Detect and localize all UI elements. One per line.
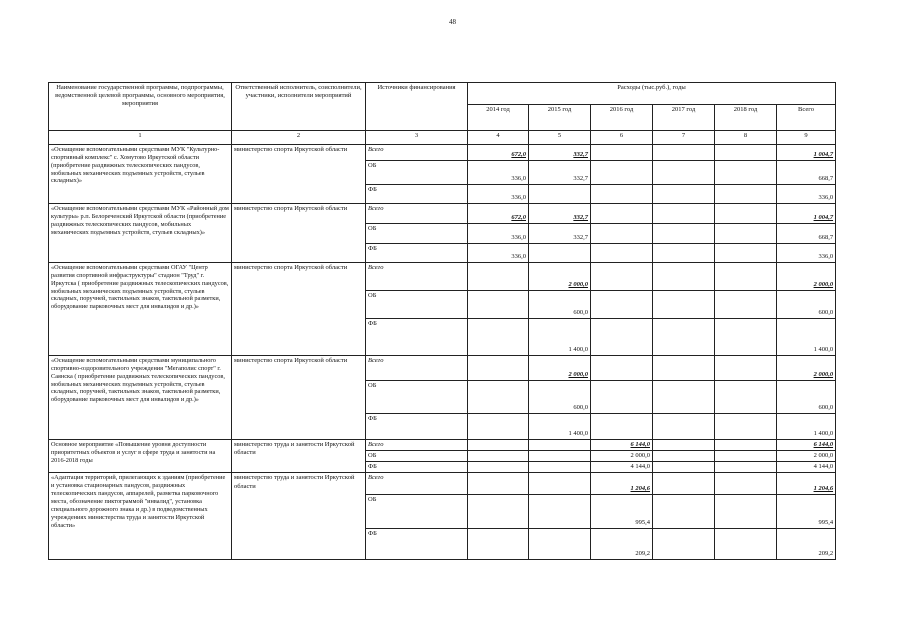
amount-2018 bbox=[715, 145, 777, 161]
amount-2015: 1 400,0 bbox=[529, 319, 591, 356]
amount-total: 2 000,0 bbox=[777, 356, 836, 381]
col-number: 2 bbox=[232, 131, 366, 145]
table-body bbox=[49, 145, 836, 560]
header-executor: Ответственный исполнитель, соисполнители, участники, исполнители мероприятий bbox=[232, 83, 366, 131]
funding-source: Всего bbox=[366, 440, 468, 451]
amount-2015: 332,7 bbox=[529, 224, 591, 244]
amount-2015: 2 000,0 bbox=[529, 356, 591, 381]
amount-2017 bbox=[653, 462, 715, 473]
amount-total: 209,2 bbox=[777, 529, 836, 560]
col-number: 4 bbox=[468, 131, 529, 145]
amount-2018 bbox=[715, 204, 777, 224]
amount-2016: 2 000,0 bbox=[591, 451, 653, 462]
col-number: 6 bbox=[591, 131, 653, 145]
measure-name: «Оснащение вспомогательными средствами муниципального спортивно-оздоровительного учреждения "Мегаполис спорт" г. Саянска ( приобретение раздвижных телескопических пандусов, мобильных механических подъемных устройств, стульев складных, поручней, тактильных знаков, тактильной разметки, оборудование парковочных мест для инвалидов и др.)» bbox=[49, 356, 232, 440]
executor: министерство труда и занятости Иркутской области bbox=[232, 440, 366, 473]
amount-total: 2 000,0 bbox=[777, 451, 836, 462]
funding-source: Всего bbox=[366, 356, 468, 381]
amount-2017 bbox=[653, 291, 715, 319]
amount-total: 336,0 bbox=[777, 185, 836, 204]
amount-total: 600,0 bbox=[777, 291, 836, 319]
amount-2014: 336,0 bbox=[468, 185, 529, 204]
amount-2015: 332,7 bbox=[529, 145, 591, 161]
funding-source: Всего bbox=[366, 263, 468, 291]
funding-source: ОБ bbox=[366, 495, 468, 529]
table-row bbox=[49, 356, 836, 381]
col-number: 9 bbox=[777, 131, 836, 145]
amount-2016 bbox=[591, 185, 653, 204]
amount-2014 bbox=[468, 381, 529, 414]
amount-2018 bbox=[715, 440, 777, 451]
amount-total: 4 144,0 bbox=[777, 462, 836, 473]
amount-2015: 600,0 bbox=[529, 291, 591, 319]
amount-2015: 600,0 bbox=[529, 381, 591, 414]
amount-2014 bbox=[468, 495, 529, 529]
amount-2017 bbox=[653, 473, 715, 495]
funding-source: ОБ bbox=[366, 381, 468, 414]
amount-2017 bbox=[653, 356, 715, 381]
amount-2015: 332,7 bbox=[529, 161, 591, 185]
funding-source: ФБ bbox=[366, 244, 468, 263]
amount-total: 1 204,6 bbox=[777, 473, 836, 495]
amount-2018 bbox=[715, 291, 777, 319]
amount-2017 bbox=[653, 381, 715, 414]
amount-2015 bbox=[529, 529, 591, 560]
funding-source: Всего bbox=[366, 473, 468, 495]
measure-name: «Оснащение вспомогательными средствами ОГАУ "Центр развития спортивной инфраструктуры" стадион "Труд" г. Иркутска ( приобретение раздвижных телескопических пандусов, мобильных механических подъемных устройств, стульев складных, поручней, тактильных знаков, тактильной разметки, оборудование парковочных мест для инвалидов и др.)» bbox=[49, 263, 232, 356]
measure-name: «Адаптация территорий, прилегающих к зданиям (приобретение и установка стационарных пандусов, раздвижных телескопических пандусов, аппарелей, разметка парковочного места, обозначение пиктограммой "инвалид", установка специального дорожного знака и др.) в подведомственных учреждениях министерства труда и занятости Иркутской области» bbox=[49, 473, 232, 560]
col-number: 1 bbox=[49, 131, 232, 145]
amount-2016 bbox=[591, 204, 653, 224]
funding-source: ОБ bbox=[366, 291, 468, 319]
funding-source: Всего bbox=[366, 145, 468, 161]
measure-name: «Оснащение вспомогательными средствами МУК "Культурно-спортивный комплекс" с. Хомутово Иркутской области (приобретение раздвижных телескопических пандусов, мобильных механических подъемных устройств, стульев складных)» bbox=[49, 145, 232, 204]
executor: министерство спорта Иркутской области bbox=[232, 204, 366, 263]
executor: министерство труда и занятости Иркутской области bbox=[232, 473, 366, 560]
amount-2018 bbox=[715, 462, 777, 473]
amount-total: 1 400,0 bbox=[777, 414, 836, 440]
measure-name: «Оснащение вспомогательными средствами МУК «Районный дом культуры» р.п. Белореченский Иркутской области (приобретение раздвижных телескопических пандусов, мобильных механических подъемных устройств, стульев складных)» bbox=[49, 204, 232, 263]
col-number: 5 bbox=[529, 131, 591, 145]
amount-2018 bbox=[715, 356, 777, 381]
amount-2017 bbox=[653, 244, 715, 263]
amount-2018 bbox=[715, 473, 777, 495]
amount-2015 bbox=[529, 473, 591, 495]
header-year-2016: 2016 год bbox=[591, 105, 653, 131]
amount-2015: 332,7 bbox=[529, 204, 591, 224]
amount-2018 bbox=[715, 161, 777, 185]
table-row bbox=[49, 440, 836, 451]
amount-2016: 6 144,0 bbox=[591, 440, 653, 451]
measure-name: Основное мероприятие «Повышение уровня доступности приоритетных объектов и услуг в сфере труда и занятости на 2016-2018 годы bbox=[49, 440, 232, 473]
amount-2014 bbox=[468, 414, 529, 440]
col-number: 3 bbox=[366, 131, 468, 145]
amount-2018 bbox=[715, 185, 777, 204]
amount-2014 bbox=[468, 440, 529, 451]
amount-total: 668,7 bbox=[777, 161, 836, 185]
amount-2016: 995,4 bbox=[591, 495, 653, 529]
amount-2016: 4 144,0 bbox=[591, 462, 653, 473]
amount-2015 bbox=[529, 244, 591, 263]
amount-2015: 2 000,0 bbox=[529, 263, 591, 291]
amount-2017 bbox=[653, 204, 715, 224]
funding-source: ФБ bbox=[366, 462, 468, 473]
amount-2016 bbox=[591, 319, 653, 356]
amount-2016 bbox=[591, 381, 653, 414]
header-expenses: Расходы (тыс.руб.), годы bbox=[468, 83, 836, 105]
page-number: 48 bbox=[449, 18, 456, 26]
funding-source: ФБ bbox=[366, 529, 468, 560]
amount-2014: 672,0 bbox=[468, 145, 529, 161]
amount-2016 bbox=[591, 356, 653, 381]
header-total: Всего bbox=[777, 105, 836, 131]
amount-2017 bbox=[653, 263, 715, 291]
header-year-2018: 2018 год bbox=[715, 105, 777, 131]
amount-2014 bbox=[468, 462, 529, 473]
amount-2014 bbox=[468, 319, 529, 356]
header-year-2014: 2014 год bbox=[468, 105, 529, 131]
funding-source: Всего bbox=[366, 204, 468, 224]
amount-2015 bbox=[529, 495, 591, 529]
amount-2018 bbox=[715, 319, 777, 356]
amount-2018 bbox=[715, 451, 777, 462]
amount-total: 668,7 bbox=[777, 224, 836, 244]
amount-2018 bbox=[715, 224, 777, 244]
amount-total: 2 000,0 bbox=[777, 263, 836, 291]
amount-2016: 1 204,6 bbox=[591, 473, 653, 495]
amount-2014 bbox=[468, 356, 529, 381]
amount-2015 bbox=[529, 451, 591, 462]
amount-2014 bbox=[468, 263, 529, 291]
table-row bbox=[49, 473, 836, 495]
amount-total: 1 400,0 bbox=[777, 319, 836, 356]
table-row bbox=[49, 263, 836, 291]
amount-2017 bbox=[653, 319, 715, 356]
funding-source: ОБ bbox=[366, 161, 468, 185]
amount-2017 bbox=[653, 495, 715, 529]
amount-2016 bbox=[591, 263, 653, 291]
funding-source: ОБ bbox=[366, 451, 468, 462]
amount-2017 bbox=[653, 224, 715, 244]
amount-2014: 336,0 bbox=[468, 244, 529, 263]
amount-2017 bbox=[653, 414, 715, 440]
amount-2016: 209,2 bbox=[591, 529, 653, 560]
amount-2016 bbox=[591, 291, 653, 319]
amount-total: 995,4 bbox=[777, 495, 836, 529]
amount-2017 bbox=[653, 440, 715, 451]
amount-2014 bbox=[468, 451, 529, 462]
amount-2015 bbox=[529, 440, 591, 451]
amount-total: 336,0 bbox=[777, 244, 836, 263]
amount-2016 bbox=[591, 224, 653, 244]
amount-2018 bbox=[715, 263, 777, 291]
amount-2017 bbox=[653, 185, 715, 204]
amount-2016 bbox=[591, 244, 653, 263]
amount-2018 bbox=[715, 529, 777, 560]
amount-2014 bbox=[468, 291, 529, 319]
amount-2015 bbox=[529, 185, 591, 204]
amount-2014 bbox=[468, 473, 529, 495]
amount-2018 bbox=[715, 414, 777, 440]
amount-2017 bbox=[653, 529, 715, 560]
header-year-2017: 2017 год bbox=[653, 105, 715, 131]
amount-2017 bbox=[653, 161, 715, 185]
executor: министерство спорта Иркутской области bbox=[232, 263, 366, 356]
amount-2014 bbox=[468, 529, 529, 560]
amount-2018 bbox=[715, 244, 777, 263]
col-number: 7 bbox=[653, 131, 715, 145]
table-row bbox=[49, 204, 836, 224]
executor: министерство спорта Иркутской области bbox=[232, 145, 366, 204]
expenditure-table bbox=[48, 82, 836, 560]
amount-2016 bbox=[591, 414, 653, 440]
amount-total: 1 004,7 bbox=[777, 145, 836, 161]
amount-2018 bbox=[715, 381, 777, 414]
header-program-name: Наименование государственной программы, подпрограммы, ведомственной целевой программы, основного мероприятия, мероприятия bbox=[49, 83, 232, 131]
amount-2017 bbox=[653, 145, 715, 161]
funding-source: ФБ bbox=[366, 414, 468, 440]
funding-source: ОБ bbox=[366, 224, 468, 244]
amount-2015 bbox=[529, 462, 591, 473]
table-row bbox=[49, 145, 836, 161]
amount-2015: 1 400,0 bbox=[529, 414, 591, 440]
funding-source: ФБ bbox=[366, 185, 468, 204]
amount-2018 bbox=[715, 495, 777, 529]
amount-total: 1 004,7 bbox=[777, 204, 836, 224]
amount-2016 bbox=[591, 145, 653, 161]
funding-source: ФБ bbox=[366, 319, 468, 356]
amount-total: 6 144,0 bbox=[777, 440, 836, 451]
header-year-2015: 2015 год bbox=[529, 105, 591, 131]
amount-2014: 336,0 bbox=[468, 224, 529, 244]
amount-total: 600,0 bbox=[777, 381, 836, 414]
header-sources: Источники финансирования bbox=[366, 83, 468, 131]
amount-2017 bbox=[653, 451, 715, 462]
amount-2016 bbox=[591, 161, 653, 185]
amount-2014: 336,0 bbox=[468, 161, 529, 185]
amount-2014: 672,0 bbox=[468, 204, 529, 224]
executor: министерство спорта Иркутской области bbox=[232, 356, 366, 440]
col-number: 8 bbox=[715, 131, 777, 145]
